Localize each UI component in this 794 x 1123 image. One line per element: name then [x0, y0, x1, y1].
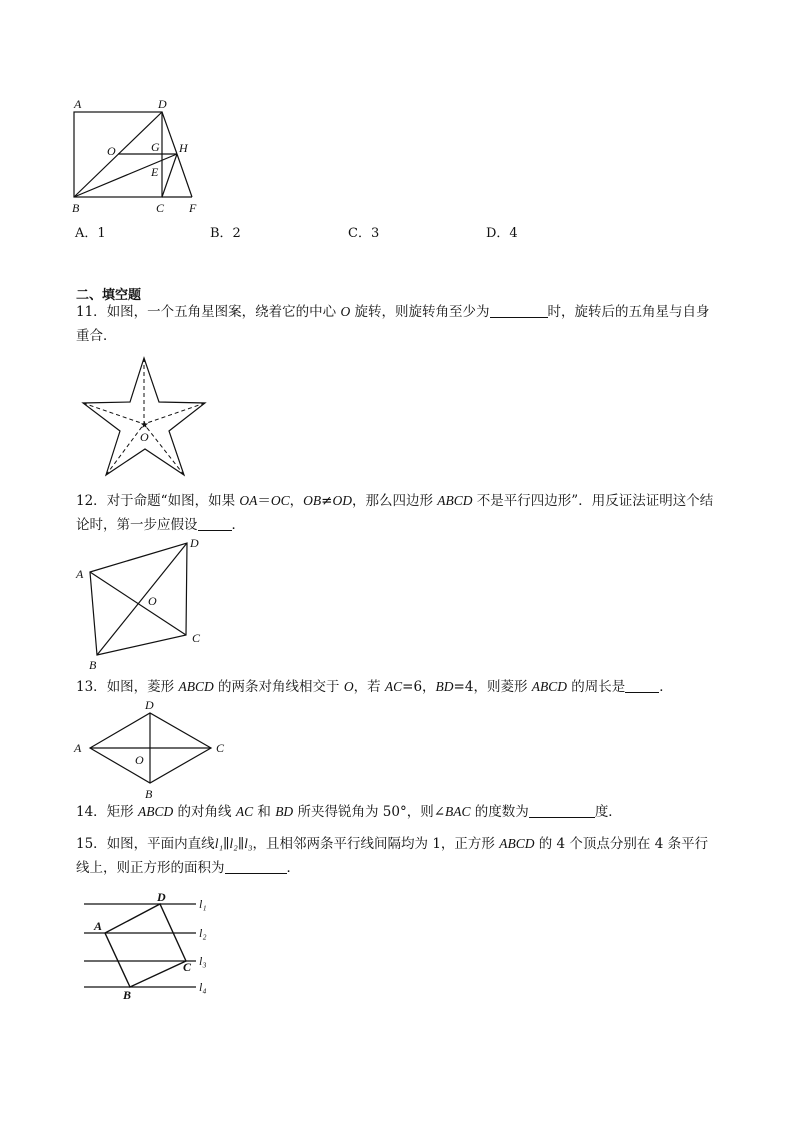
option-a: A．1: [75, 226, 106, 241]
label-c: C: [192, 631, 201, 645]
q11-var-o: O: [340, 304, 351, 319]
q13-text-4: =6，: [402, 679, 436, 695]
question-11: [76, 300, 726, 348]
label-o: O: [135, 753, 144, 767]
label-b: B: [145, 787, 153, 801]
q15-text-2: ，且相邻两条平行线间隔均为 1，正方形: [252, 836, 500, 852]
label-f: F: [189, 201, 197, 215]
label-o: O: [140, 430, 149, 444]
label-d: D: [157, 890, 166, 904]
dashed-line-bottom-right: [144, 424, 184, 475]
label-o: O: [107, 144, 116, 158]
q13-var-o: O: [343, 679, 354, 694]
q14-text-1: 矩形: [106, 804, 138, 820]
q12-var-od: OD: [332, 493, 352, 508]
q13-var-abcd-2: ABCD: [531, 679, 567, 694]
q14-var-bac: BAC: [445, 804, 471, 819]
q15-answer-blank[interactable]: [225, 859, 287, 874]
line-hf: [177, 154, 192, 197]
q14-var-bd: BD: [275, 804, 294, 819]
q15-number: 15．: [76, 836, 107, 852]
q11-text-3: 时，旋转后的五角星与自身: [547, 304, 710, 320]
label-a: A: [94, 919, 103, 933]
square-abcd: [105, 904, 186, 987]
q13-text-3: ，若: [353, 679, 385, 695]
q13-number: 13．: [76, 679, 107, 695]
q11-answer-blank[interactable]: [490, 303, 548, 318]
q15-text-1: 如图，平面内直线: [106, 836, 215, 852]
label-b: B: [72, 201, 80, 215]
q12-text-4: 论时，第一步应假设: [76, 517, 198, 533]
label-g: G: [151, 140, 160, 154]
label-e: E: [151, 165, 159, 179]
q12-var-ob: OB: [303, 493, 322, 508]
q13-text-5: =4，则菱形: [453, 679, 532, 695]
q12-text-3: 不是平行四边形”．用反证法证明这个结: [472, 493, 714, 509]
q14-text-2: 的对角线: [173, 804, 236, 820]
line-dh: [162, 112, 177, 154]
label-b: B: [123, 988, 132, 1002]
question-15: [76, 832, 726, 880]
q11-text-1: 如图，一个五角星图案，绕着它的中心: [106, 304, 341, 320]
label-h: H: [179, 141, 188, 155]
label-c: C: [156, 201, 165, 215]
q15-text-3: 的 4 个顶点分别在 4 条平行: [534, 836, 709, 852]
q14-answer-blank[interactable]: [529, 803, 595, 818]
q15-var-l3: l₃: [244, 836, 253, 851]
q12-comma: ，: [289, 493, 304, 509]
q12-var-oa: OA: [239, 493, 258, 508]
label-b: B: [89, 658, 97, 672]
option-c: C．3: [348, 226, 380, 241]
q12-var-abcd: ABCD: [437, 493, 473, 508]
q11-text-4: 重合．: [76, 328, 117, 344]
label-a: A: [74, 97, 82, 111]
q13-text-2: 的两条对角线相交于: [213, 679, 344, 695]
q12-var-oc: OC: [270, 493, 290, 508]
label-c: C: [216, 741, 225, 755]
q14-text-5: 的度数为: [470, 804, 529, 820]
q12-text-2: ，那么四边形: [351, 493, 438, 509]
q14-text-4: 所夹得锐角为 50°，则∠: [293, 804, 446, 820]
q13-text-6: 的周长是: [567, 679, 626, 695]
q13-answer-blank[interactable]: [625, 678, 659, 693]
dashed-line-right: [144, 403, 205, 424]
label-l1: l₁: [199, 897, 207, 911]
q12-text-5: ．: [231, 517, 245, 533]
question-14: [76, 800, 726, 824]
quadrilateral-abcd: [90, 543, 187, 655]
q15-var-l2: l₂: [229, 836, 238, 851]
line-ch: [162, 154, 177, 197]
q14-var-abcd: ABCD: [137, 804, 174, 819]
dashed-line-left: [83, 403, 144, 424]
label-c: C: [183, 960, 192, 974]
label-d: D: [158, 97, 167, 111]
q12-not-equal: ≠: [321, 493, 333, 509]
center-mark: ★: [140, 420, 149, 431]
label-l4: l₄: [199, 980, 207, 994]
q14-var-ac: AC: [235, 804, 254, 819]
label-a: A: [76, 567, 84, 581]
q15-parallel-1: ∥: [223, 836, 230, 852]
q14-number: 14．: [76, 804, 107, 820]
figure-q12: [70, 535, 210, 673]
q15-var-abcd: ABCD: [499, 836, 535, 851]
figure-q10: [60, 95, 220, 220]
section-title: 二、填空题: [76, 288, 142, 303]
q11-text-2: 旋转，则旋转角至少为: [350, 304, 490, 320]
q12-answer-blank[interactable]: [198, 516, 232, 531]
q13-var-ac: AC: [384, 679, 403, 694]
figure-q11-star: [78, 352, 210, 480]
q14-text-6: 度．: [594, 804, 622, 820]
q15-parallel-2: ∥: [237, 836, 245, 852]
q13-text-1: 如图，菱形: [106, 679, 179, 695]
q13-text-7: ．: [659, 679, 673, 695]
q11-number: 11．: [76, 304, 107, 320]
dashed-line-bottom-left: [106, 424, 144, 475]
figure-q13: [68, 696, 238, 804]
q13-var-abcd: ABCD: [178, 679, 214, 694]
q15-text-4: 线上，则正方形的面积为: [76, 860, 225, 876]
q15-text-5: ．: [286, 860, 300, 876]
option-d: D．4: [486, 226, 518, 241]
label-a: A: [74, 741, 82, 755]
q13-var-bd: BD: [435, 679, 454, 694]
q14-text-3: 和: [253, 804, 276, 820]
label-o: O: [148, 594, 157, 608]
label-d: D: [145, 698, 154, 712]
label-d: D: [190, 536, 199, 550]
option-b: B．2: [210, 226, 241, 241]
q12-equals: ＝: [257, 493, 271, 509]
label-l2: l₂: [199, 926, 207, 940]
question-12: [76, 489, 726, 537]
q12-text-1: 对于命题“如图，如果: [106, 493, 240, 509]
label-l3: l₃: [199, 954, 207, 968]
figure-q15: [78, 888, 228, 1003]
q15-var-l1: l₁: [214, 836, 224, 851]
q12-number: 12．: [76, 493, 107, 509]
